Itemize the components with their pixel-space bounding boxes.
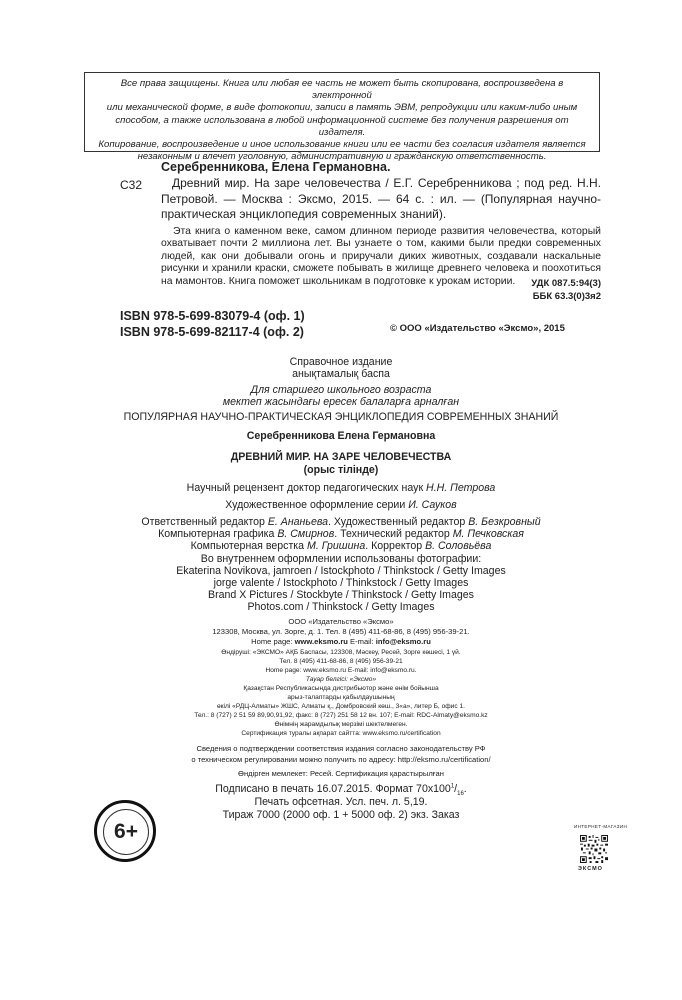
- credits-line-1: [80, 516, 602, 528]
- publisher-address: 123308, Москва, ул. Зорге, д. 1. Тел. 8 (495) 411-68-86, 8 (495) 956-39-21.: [212, 627, 470, 636]
- edition-type: Справочное издание: [289, 356, 393, 368]
- series-title: ПОПУЛЯРНАЯ НАУЧНО-ПРАКТИЧЕСКАЯ ЭНЦИКЛОПЕДИЯ СОВРЕМЕННЫХ ЗНАНИЙ: [123, 411, 559, 423]
- credit-name: М. Гришина: [307, 540, 366, 552]
- photo-credit: Brand X Pictures / Stockbyte / Thinkstock / Getty Images: [208, 589, 474, 601]
- author-heading: Серебренникова, Елена Германовна.: [161, 160, 391, 174]
- designer-label: Художественное оформление серии: [225, 499, 409, 511]
- credit-label: Компьютерная графика: [158, 528, 278, 540]
- certification-line: о техническом регулировании можно получить по адресу: http://eksmo.ru/certification/: [191, 755, 491, 764]
- credit-label: . Корректор: [365, 540, 426, 552]
- copyright-line: незаконным и влечет уголовную, административную и гражданскую ответственность.: [137, 151, 547, 163]
- photo-credit: Photos.com / Thinkstock / Getty Images: [247, 601, 435, 613]
- kz-distributor: Өнімнің жарамдылық мерзімі шектелмеген.: [274, 721, 408, 728]
- photo-credit: Ekaterina Novikova, jamroen / Istockphoto / Thinkstock / Getty Images: [176, 565, 506, 577]
- qr-code-icon[interactable]: [580, 835, 608, 863]
- credits-line-3: [80, 540, 602, 552]
- reviewer-line: [80, 482, 602, 494]
- kz-distributor: Қазақстан Республикасында дистрибьютор және өнім бойынша: [243, 685, 439, 692]
- age-rating: 6+: [103, 809, 149, 855]
- format-sup: 1: [450, 783, 455, 790]
- print-signed: Подписано в печать 16.07.2015. Формат $70x100^1/_{16}$.: [215, 783, 467, 798]
- edition-type-kz: анықтамалық баспа: [292, 368, 390, 380]
- copyright-line: способом, а также использована в любой информационной системе без получения разрешения от издателя.: [115, 114, 569, 138]
- email-link[interactable]: info@eksmo.ru: [375, 637, 431, 646]
- isbn-1: ISBN 978-5-699-83079-4 (оф. 1): [120, 309, 305, 323]
- homepage-label: Home page:: [251, 637, 295, 646]
- trademark: Тауар белгісі: «Эксмо»: [305, 676, 377, 683]
- credit-label: Ответственный редактор: [141, 516, 268, 528]
- format-end: .: [463, 783, 467, 795]
- certification-line: Өндірген мемлекет: Ресей. Сертификация қарастырылған: [238, 769, 444, 778]
- copyright-line: Копирование, воспроизведение и иное использование книги или ее части без согласия издателя является: [98, 139, 586, 151]
- credit-label: . Технический редактор: [334, 528, 453, 540]
- kz-distributor: Сертификация туралы ақпарат сайтта: www.eksmo.ru/certification: [241, 730, 441, 737]
- audience: Для старшего школьного возраста: [250, 384, 432, 396]
- author-name: Серебренникова Елена Германовна: [246, 430, 436, 442]
- udk-code: УДК 087.5:94(3): [531, 278, 601, 289]
- photo-credit: jorge valente / Istockphoto / Thinkstock / Getty Images: [213, 577, 469, 589]
- credit-name: В. Безкровный: [468, 516, 541, 528]
- qr-brand-label: ЭКСМО: [578, 866, 603, 872]
- credit-name: В. Смирнов: [277, 528, 335, 540]
- credit-name: В. Соловьёва: [425, 540, 492, 552]
- copyright-line: Все права защищены. Книга или любая ее часть не может быть скопирована, воспроизведена в электронной: [120, 78, 564, 102]
- isbn-2: ISBN 978-5-699-82117-4 (оф. 2): [120, 325, 304, 339]
- credit-name: Е. Ананьева: [267, 516, 329, 528]
- designer-line: [80, 499, 602, 511]
- credits-line-2: [80, 528, 602, 540]
- language-note: (орыс тілінде): [303, 464, 379, 476]
- kz-manufacturer: Тел. 8 (495) 411-68-86, 8 (495) 956-39-21: [279, 658, 403, 665]
- print-run: Тираж 7000 (2000 оф. 1 + 5000 оф. 2) экз. Заказ: [222, 809, 460, 821]
- kz-manufacturer: Өндіруші: «ЭКСМО» АҚБ Баспасы, 123308, Мәскеу, Ресей, Зорге көшесі, 1 үй.: [221, 649, 461, 656]
- kz-distributor: Тел.: 8 (727) 2 51 59 89,90,91,92, факс: 8 (727) 251 58 12 вн. 107; E-mail: RDC-Almaty@eksmo.kz: [194, 712, 488, 719]
- qr-label: ИНТЕРНЕТ-МАГАЗИН: [574, 824, 628, 829]
- kz-distributor: арыз-талаптарды қабылдаушының: [287, 694, 395, 701]
- homepage-link[interactable]: www.eksmo.ru: [294, 637, 348, 646]
- kz-manufacturer: Home page: www.eksmo.ru E-mail: info@eksmo.ru.: [265, 667, 417, 674]
- photo-credits-heading: Во внутреннем оформлении использованы фотографии:: [200, 553, 482, 565]
- reviewer-label: Научный рецензент доктор педагогических наук: [186, 482, 427, 494]
- copyright-notice-box: [84, 72, 600, 163]
- email-label: E-mail:: [347, 637, 376, 646]
- format-sub: 16: [457, 791, 464, 798]
- catalog-code: С32: [120, 178, 143, 192]
- publisher-contacts: [80, 637, 602, 646]
- credit-label: . Художественный редактор: [328, 516, 469, 528]
- reviewer-name: Н.Н. Петрова: [426, 482, 496, 494]
- copyright-line: или механической форме, в виде фотокопии, записи в память ЭВМ, репродукции или каким-либо иным: [106, 102, 578, 114]
- publisher-name: ООО «Издательство «Эксмо»: [288, 617, 394, 626]
- certification-line: Сведения о подтверждении соответствия издания согласно законодательству РФ: [196, 744, 486, 753]
- audience-kz: мектеп жасындағы ересек балаларға арналған: [222, 396, 460, 408]
- print-signed-text: Подписано в печать 16.07.2015. Формат 70x100: [215, 783, 451, 795]
- bbk-code: ББК 63.3(0)3я2: [532, 291, 601, 302]
- credit-label: Компьютерная верстка: [190, 540, 308, 552]
- book-title: ДРЕВНИЙ МИР. НА ЗАРЕ ЧЕЛОВЕЧЕСТВА: [230, 451, 452, 463]
- annotation: Эта книга о каменном веке, самом длинном периоде развития человечества, который охватывает почти 2 миллиона лет. Вы узнаете о том, какими были предки современных людей, как они добывали огонь и приручали диких животных, создавали наскальные рисунки и хранили краски, сможете побывать в жилище древнего человека и поохотиться на мамонтов. Книга поможет школьникам в подготовке к урокам истории.: [161, 226, 601, 287]
- publisher-copyright: © ООО «Издательство «Эксмо», 2015: [390, 323, 565, 334]
- print-sheets: Печать офсетная. Усл. печ. л. 5,19.: [254, 796, 428, 808]
- kz-distributor: өкілі «РДЦ-Алматы» ЖШС, Алматы қ., Домбровский көш., 3«а», литер Б, офис 1.: [216, 703, 465, 710]
- age-rating-badge: [94, 800, 156, 862]
- credit-name: М. Печковская: [452, 528, 524, 540]
- bibliographic-description: Древний мир. На заре человечества / Е.Г. Серебренникова ; под ред. Н.Н. Петровой. — Москва : Эксмо, 2015. — 64 с. : ил. — (Популярная научно-практическая энциклопедия современных знаний).: [161, 176, 601, 221]
- designer-name: И. Сауков: [408, 499, 457, 511]
